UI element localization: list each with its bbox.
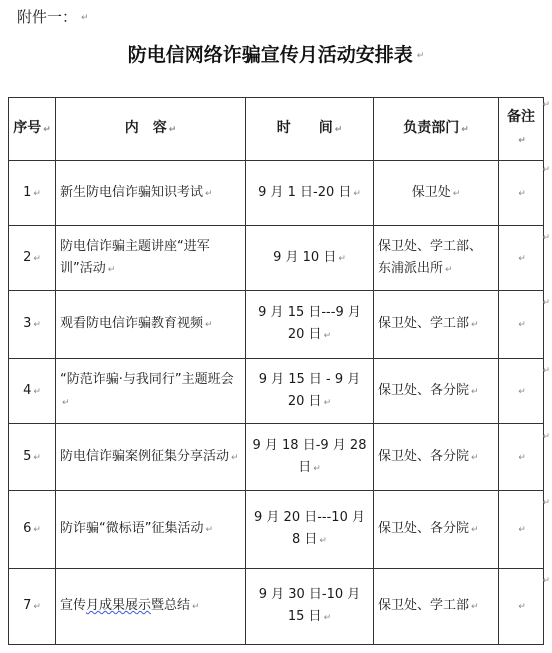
cell-time (246, 424, 374, 491)
row-end-mark-icon: ↵ (542, 366, 550, 376)
cell-number (9, 291, 56, 359)
header-number-label: 序号 (13, 120, 42, 136)
attachment-label-text: 附件一： (17, 8, 78, 26)
header-content (56, 98, 246, 161)
row-end-mark-icon: ↵ (542, 100, 550, 110)
cell-mark-icon: ↵ (518, 136, 526, 146)
paragraph-mark-icon: ↵ (81, 12, 89, 23)
cell-mark-icon: ↵ (445, 264, 453, 275)
cell-department (374, 491, 499, 569)
cell-mark-icon: ↵ (62, 397, 70, 408)
row-end-mark-icon: ↵ (542, 298, 550, 308)
row-end-mark-icon: ↵ (542, 233, 550, 243)
cell-note (499, 491, 544, 569)
table-row (9, 226, 544, 291)
cell-time-text: 9 月 18 日-9 月 28 日 (252, 437, 367, 475)
cell-time-text: 9 月 1 日-20 日 (258, 184, 352, 200)
cell-mark-icon: ↵ (452, 188, 461, 199)
cell-number-text: 1 (23, 184, 32, 200)
cell-note (499, 226, 544, 291)
cell-mark-icon: ↵ (33, 525, 41, 535)
cell-content-text-prefix: 宣传 (60, 598, 87, 613)
cell-content-text: 防电信诈骗主题讲座“进军训”活动 (60, 238, 210, 276)
cell-mark-icon: ↵ (461, 125, 469, 135)
cell-note (499, 569, 544, 645)
cell-content (56, 424, 246, 491)
header-note-label: 备注 (507, 109, 535, 125)
cell-department-text: 保卫处、各分院 (378, 382, 470, 398)
cell-department (374, 569, 499, 645)
cell-mark-icon: ↵ (205, 188, 213, 199)
cell-time (246, 226, 374, 291)
cell-mark-icon: ↵ (43, 125, 51, 135)
header-department-label: 负责部门 (403, 120, 460, 136)
cell-content (56, 569, 246, 645)
cell-mark-icon: ↵ (518, 386, 526, 397)
cell-number-text: 6 (23, 521, 32, 536)
cell-number (9, 569, 56, 645)
cell-mark-icon: ↵ (518, 525, 526, 535)
cell-content (56, 291, 246, 359)
cell-mark-icon: ↵ (323, 613, 332, 623)
cell-content-text: “防范诈骗·与我同行”主题班会 (60, 371, 234, 387)
cell-content-text: 新生防电信诈骗知识考试 (60, 184, 204, 200)
table-row (9, 569, 544, 645)
cell-number-text: 3 (23, 316, 32, 331)
header-time-label: 时 间 (276, 120, 333, 136)
cell-number (9, 491, 56, 569)
cell-mark-icon: ↵ (518, 452, 526, 463)
header-number (9, 98, 56, 161)
cell-number (9, 359, 56, 424)
cell-number-text: 7 (23, 598, 32, 613)
cell-mark-icon: ↵ (33, 320, 41, 330)
header-content-label: 内 容 (124, 120, 167, 136)
cell-mark-icon: ↵ (471, 386, 479, 397)
cell-content-text-suffix: 暨总结 (151, 598, 191, 613)
cell-time-text: 9 月 15 日 - 9 月 20 日 (258, 371, 361, 409)
cell-mark-icon: ↵ (471, 452, 479, 463)
cell-time (246, 491, 374, 569)
cell-time-text: 9 月 15 日---9 月 20 日 (258, 305, 361, 342)
header-time (246, 98, 374, 161)
cell-department (374, 291, 499, 359)
cell-mark-icon: ↵ (518, 320, 526, 330)
activity-schedule-table (8, 97, 544, 645)
cell-number (9, 226, 56, 291)
table-row (9, 491, 544, 569)
cell-content (56, 359, 246, 424)
cell-department-text: 保卫处、各分院 (378, 521, 470, 536)
cell-time (246, 291, 374, 359)
cell-time (246, 161, 374, 226)
cell-mark-icon: ↵ (231, 452, 239, 463)
cell-mark-icon: ↵ (33, 452, 41, 463)
cell-mark-icon: ↵ (205, 525, 214, 535)
document-title-text: 防电信网络诈骗宣传月活动安排表 (127, 44, 413, 66)
cell-mark-icon: ↵ (33, 188, 41, 199)
spellcheck-underlined-text: 月成果展示 (86, 598, 152, 613)
cell-note (499, 161, 544, 226)
attachment-label (17, 6, 89, 27)
table-row (9, 161, 544, 226)
cell-number-text: 2 (23, 249, 32, 265)
cell-mark-icon: ↵ (518, 253, 526, 264)
table-row (9, 424, 544, 491)
row-end-mark-icon: ↵ (542, 576, 550, 586)
cell-department-text: 保卫处、学工部、东浦派出所 (378, 238, 483, 276)
cell-mark-icon: ↵ (319, 536, 327, 546)
row-end-mark-icon: ↵ (542, 432, 550, 442)
cell-note (499, 291, 544, 359)
cell-mark-icon: ↵ (33, 602, 41, 612)
header-department (374, 98, 499, 161)
cell-time (246, 359, 374, 424)
cell-time-text: 9 月 30 日-10 月 15 日 (258, 587, 361, 624)
cell-mark-icon: ↵ (471, 602, 479, 612)
row-end-mark-icon: ↵ (542, 498, 550, 508)
cell-number-text: 5 (23, 448, 32, 464)
cell-mark-icon: ↵ (334, 125, 343, 135)
cell-content-text: 防电信诈骗案例征集分享活动 (60, 448, 230, 464)
cell-time (246, 569, 374, 645)
cell-content (56, 491, 246, 569)
cell-department-text: 保卫处、学工部 (378, 598, 470, 613)
cell-mark-icon: ↵ (205, 320, 213, 330)
cell-mark-icon: ↵ (471, 320, 479, 330)
cell-content (56, 226, 246, 291)
row-end-mark-icon: ↵ (542, 165, 550, 175)
cell-time-text: 9 月 10 日 (273, 249, 337, 265)
cell-mark-icon: ↵ (323, 397, 332, 408)
cell-mark-icon: ↵ (338, 253, 346, 264)
cell-note (499, 359, 544, 424)
cell-department (374, 226, 499, 291)
cell-content-text: 观看防电信诈骗教育视频 (60, 316, 204, 331)
cell-number (9, 424, 56, 491)
table-row (9, 291, 544, 359)
paragraph-mark-icon: ↵ (416, 50, 425, 61)
table-header-row (9, 98, 544, 161)
cell-number (9, 161, 56, 226)
cell-number-text: 4 (23, 382, 32, 398)
cell-content (56, 161, 246, 226)
cell-mark-icon: ↵ (33, 386, 41, 397)
cell-time-text: 9 月 20 日---10 月 8 日 (254, 510, 365, 547)
cell-mark-icon: ↵ (353, 188, 361, 199)
cell-department-text: 保卫处、各分院 (378, 448, 470, 464)
cell-mark-icon: ↵ (518, 188, 526, 199)
document-title (0, 40, 552, 67)
header-note (499, 98, 544, 161)
cell-department (374, 424, 499, 491)
cell-note (499, 424, 544, 491)
cell-mark-icon: ↵ (168, 125, 177, 135)
cell-department (374, 359, 499, 424)
cell-mark-icon: ↵ (518, 602, 526, 612)
cell-mark-icon: ↵ (471, 525, 479, 535)
cell-mark-icon: ↵ (107, 264, 116, 275)
cell-mark-icon: ↵ (192, 602, 200, 612)
cell-department-text: 保卫处 (411, 184, 451, 200)
cell-content-text: 防诈骗“微标语”征集活动 (60, 521, 204, 536)
cell-department (374, 161, 499, 226)
table-row (9, 359, 544, 424)
cell-mark-icon: ↵ (313, 463, 321, 474)
cell-department-text: 保卫处、学工部 (378, 316, 470, 331)
cell-mark-icon: ↵ (323, 331, 332, 341)
cell-mark-icon: ↵ (33, 253, 41, 264)
